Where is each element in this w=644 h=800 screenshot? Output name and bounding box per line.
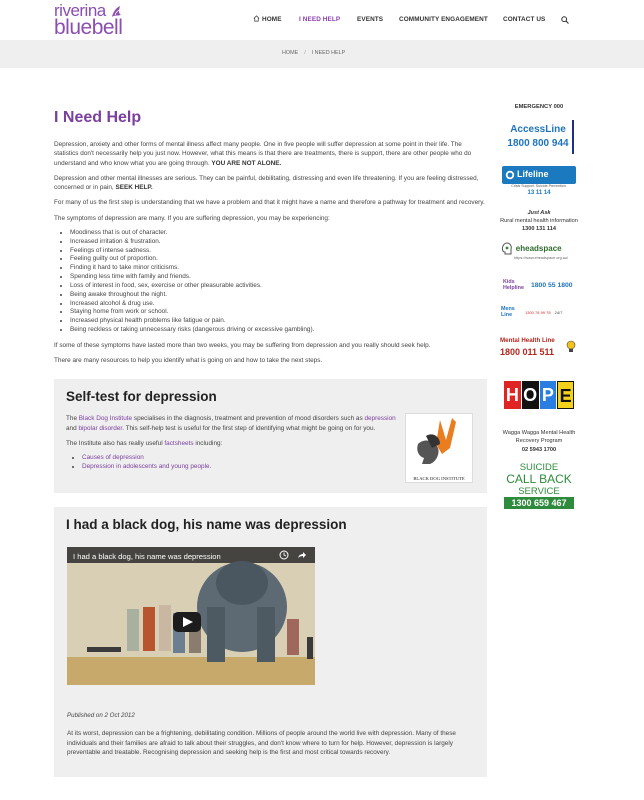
helpline-sidebar (500, 100, 578, 518)
list-item: • Staying home from work or school. (70, 308, 487, 317)
factsheets-link[interactable]: factsheets (164, 440, 194, 448)
self-test-title: Self-test for depression (66, 389, 217, 405)
resources-paragraph: There are many resources to help you identify what is going on and how to take the next steps. (54, 357, 323, 365)
video-title-overlay[interactable]: I had a black dog, his name was depression (73, 552, 221, 562)
factsheets-text-a: The Institute also has really useful (66, 440, 163, 448)
breadcrumb-separator: / (304, 50, 306, 56)
list-item (82, 454, 396, 463)
kids-helpline-name: Kids Helpline (503, 279, 524, 291)
suicide-call-back-banner[interactable] (504, 462, 574, 518)
eheadspace-logo-icon (500, 242, 514, 256)
not-alone-text: YOU ARE NOT ALONE. (211, 159, 282, 167)
list-item: • Being awake throughout the night. (70, 291, 487, 300)
breadcrumb-home[interactable]: HOME (282, 50, 299, 56)
hope-letter-p: P (540, 381, 557, 409)
list-item: • Loss of interest in food, sex, exercise or other pleasurable activities. (70, 282, 487, 291)
lifeline-logo-icon (505, 170, 515, 180)
list-item: • Moodiness that is out of character. (70, 229, 487, 238)
mensline-banner[interactable] (501, 303, 577, 323)
hope-banner[interactable] (504, 381, 574, 409)
black-dog-logo-text: BLACK DOG INSTITUTE (413, 475, 465, 481)
symptoms-intro: The symptoms of depression are many. If you are suffering depression, you may be experiencing: (54, 214, 330, 222)
wagga-program-phone: 02 5943 1700 (521, 446, 557, 453)
home-icon (253, 15, 260, 22)
watch-later-icon[interactable] (279, 550, 289, 560)
accessline-phone: 1800 800 944 (507, 138, 569, 150)
list-item: • Increased irritation & frustration. (70, 238, 487, 247)
video-player[interactable] (67, 547, 315, 685)
seek-help-label: SEEK HELP (115, 184, 151, 192)
nav-events[interactable]: EVENTS (357, 16, 384, 23)
depression-link[interactable]: depression (364, 415, 396, 423)
breadcrumb (282, 50, 345, 58)
mental-health-line-banner[interactable] (500, 337, 578, 361)
lifeline-phone: 13 11 14 (527, 189, 551, 196)
black-dog-link[interactable]: Black Dog Institute (78, 415, 133, 423)
logo-line1: riverina (54, 1, 106, 20)
black-dog-institute-logo[interactable] (405, 413, 473, 483)
video-card (54, 507, 487, 777)
symptoms-list (70, 229, 487, 335)
black-dog-logo-icon (406, 414, 472, 470)
nav-community-engagement[interactable]: COMMUNITY ENGAGEMENT (399, 16, 488, 23)
hope-letter-o: O (522, 381, 539, 409)
breadcrumb-band (0, 40, 644, 68)
nav-home[interactable] (253, 15, 282, 24)
list-item: • Finding it hard to take minor criticisms. (70, 264, 487, 273)
adolescents-link[interactable]: Depression in adolescents and young people. (82, 463, 212, 471)
hope-letter-e: E (557, 381, 574, 409)
self-test-text (66, 414, 396, 472)
site-logo[interactable] (54, 2, 132, 38)
main-content (54, 108, 487, 777)
list-item: • Spending less time with family and friends. (70, 273, 487, 282)
nav-i-need-help[interactable]: I NEED HELP (299, 16, 341, 23)
factsheets-paragraph (66, 439, 396, 448)
eheadspace-url: https://www.eheadspace.org.au/ (514, 255, 569, 260)
video-description: At its worst, depression can be a frightening, debilitating condition. Millions of people around the world live with depression. Many of these individuals and their families are afraid to talk about their struggles, and don't know where to turn for help. However, depression is largely preventable and treatable. Recognising depression and seeking help is the first and most critical towards recovery. (67, 730, 456, 757)
breadcrumb-current: I NEED HELP (311, 50, 346, 56)
self-test-text-b: specialises in the diagnosis, treatment and prevention of mood disorders such as (133, 415, 363, 423)
emergency-label: EMERGENCY 000 (514, 104, 564, 110)
factsheet-links (82, 454, 396, 472)
nav-home-label: HOME (262, 16, 282, 23)
two-weeks-paragraph: If some of these symptoms have lasted more than two weeks, you may be suffering from depression and you really should seek help. (54, 341, 431, 349)
self-test-card (54, 379, 487, 493)
wagga-program-text: Wagga Wagga Mental Health Recovery Program (502, 429, 576, 445)
kids-helpline-phone: 1800 55 1800 (531, 281, 573, 289)
scb-line3: SERVICE (518, 486, 560, 498)
list-item: • Feeling guilty out of proportion. (70, 255, 487, 264)
list-item: • Increased alcohol & drug use. (70, 300, 487, 309)
scb-line2: CALL BACK (506, 472, 572, 487)
eheadspace-name: eheadspace (515, 244, 562, 254)
list-item (82, 463, 396, 472)
eheadspace-banner[interactable] (500, 242, 578, 266)
mensline-name: Mens Line (501, 306, 515, 318)
seek-help-text: Depression and other mental illnesses are serious. They can be painful, debilitating, distressing and even life threatening. If you are feeling distressed, concerned or in pain, (54, 174, 479, 192)
mhl-name: Mental Health Line (500, 336, 555, 344)
hope-letter-h: H (504, 381, 521, 409)
share-icon[interactable] (297, 550, 307, 560)
mensline-phone: 1300 78 99 78 (525, 309, 551, 315)
list-item: • Increased physical health problems like fatigue or pain. (70, 317, 487, 326)
lifeline-tagline: Crisis Support. Suicide Prevention. (511, 183, 567, 188)
seek-help-strong: SEEK HELP. (115, 184, 153, 192)
just-ask-title: Just Ask (527, 209, 551, 216)
intro-paragraph (54, 140, 487, 168)
accessline-name: AccessLine (510, 123, 566, 135)
video-card-title: I had a black dog, his name was depression (66, 517, 347, 533)
page-title: I Need Help (54, 109, 142, 126)
self-test-text-c: and (66, 424, 77, 432)
mensline-hours: 24/7 (554, 309, 563, 315)
kids-helpline-banner[interactable] (503, 275, 575, 297)
scb-line1: SUICIDE (519, 462, 559, 474)
lifeline-banner[interactable] (502, 166, 576, 196)
first-step-paragraph: For many of us the first step is understanding that we have a problem and that it might have a name and therefore a pathway for treatment and recovery. (54, 199, 485, 207)
self-test-text-d: . This self-help test is useful for the first step of identifying what might be going on for you. (122, 424, 376, 432)
list-item: • Being reckless or taking unnecessary risks (dangerous driving or excessive gambling). (70, 326, 487, 335)
self-test-paragraph (66, 414, 396, 433)
search-icon[interactable] (561, 16, 569, 24)
lifeline-name: Lifeline (517, 169, 549, 180)
intro-text: Depression, anxiety and other forms of mental illness affect many people. One in five people will suffer depression at some point in their life. The statistics don't necessarily help you just now. However, what this means is that there are treatments, there is support, there are other people who do understand and who know what you are going through. (54, 141, 472, 167)
list-item: • Feelings of intense sadness. (70, 247, 487, 256)
seek-help-paragraph (54, 174, 487, 193)
factsheets-text-b: including: (195, 440, 223, 448)
site-header (0, 0, 644, 40)
mhl-phone: 1800 011 511 (500, 346, 555, 357)
causes-link[interactable]: Causes of depression (82, 454, 144, 462)
scb-phone: 1300 659 467 (504, 497, 574, 509)
video-thumbnail (67, 547, 315, 685)
published-date: Published on 2 Oct 2012 (67, 712, 135, 720)
accessline-banner[interactable] (504, 120, 574, 154)
logo-line2: bluebell (54, 16, 123, 39)
mhl-bulb-icon (566, 340, 576, 354)
just-ask-phone: 1300 131 114 (522, 226, 556, 233)
bipolar-link[interactable]: bipolar disorder (78, 424, 123, 432)
lifeline-logo (502, 166, 576, 184)
just-ask-text: Rural mental health information (500, 218, 578, 225)
nav-contact-us[interactable]: CONTACT US (503, 16, 546, 23)
not-alone-label: YOU ARE NOT ALONE (211, 159, 280, 167)
self-test-text-a: The (66, 415, 78, 423)
